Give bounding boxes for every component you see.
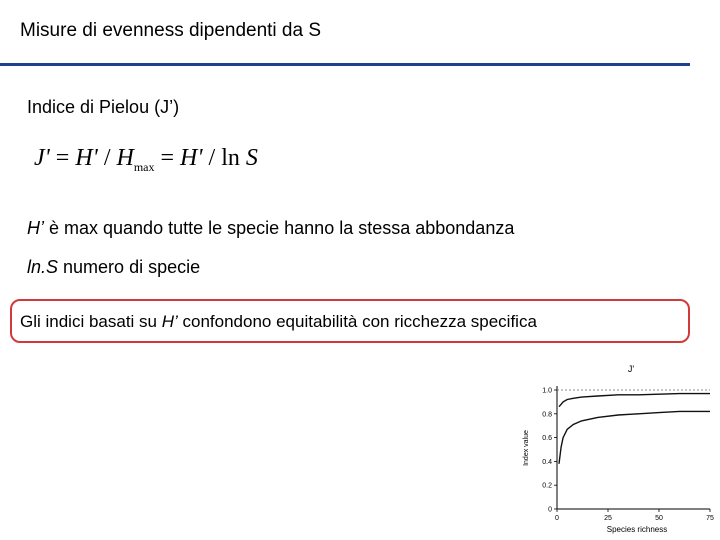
highlight-text-part2: confondono equitabilità con ricchezza specifica [177,312,537,331]
y-tick-label-5: 1.0 [542,387,552,395]
formula-s: S [245,145,258,171]
highlight-text-part1: Gli indici basati su [20,312,162,331]
x-tick-label-0: 0 [555,515,559,522]
highlight-text-symbol: H’ [161,312,178,331]
hmax-line-symbol: H’ [27,218,44,238]
formula-slash: / [103,145,111,171]
formula-equals: = [55,145,70,171]
formula-equals-2: = [160,145,175,171]
x-tick-label-3: 75 [706,515,714,522]
y-tick-label-1: 0.2 [542,482,552,490]
title-underline [0,63,690,66]
y-tick-label-3: 0.6 [542,435,552,443]
formula-h-prime-2: H' [180,145,203,171]
pielou-formula [34,145,258,172]
formula-j-prime: J' [34,145,50,171]
formula-h-prime: H' [75,145,98,171]
hmax-line [27,218,514,239]
x-tick-label-1: 25 [604,515,612,522]
lns-line [27,257,200,278]
lns-line-text: numero di specie [58,257,201,277]
formula-ln: ln [221,145,240,171]
highlight-box [10,299,690,343]
x-tick-label-2: 50 [655,515,663,522]
chart-xlabel: Species richness [606,525,668,534]
highlight-text [20,312,537,332]
series-line-0 [559,394,710,407]
chart-ylabel: Index value [523,430,530,466]
formula-slash-2: / [208,145,216,171]
y-tick-label-0: 0 [548,506,552,514]
chart-title: J' [627,364,635,374]
y-tick-label-4: 0.8 [542,411,552,419]
hmax-line-text: è max quando tutte le specie hanno la stessa abbondanza [44,218,515,238]
formula-h: H [116,145,134,171]
pielou-heading: Indice di Pielou (J’) [27,97,180,117]
slide-title: Misure di evenness dipendenti da S [20,20,322,41]
lns-line-symbol: ln.S [27,257,59,277]
species-richness-chart [505,358,717,538]
chart-plot-area [542,386,714,522]
y-tick-label-2: 0.4 [542,458,552,466]
formula-subscript-max: max [133,160,155,174]
series-line-1 [559,411,710,463]
